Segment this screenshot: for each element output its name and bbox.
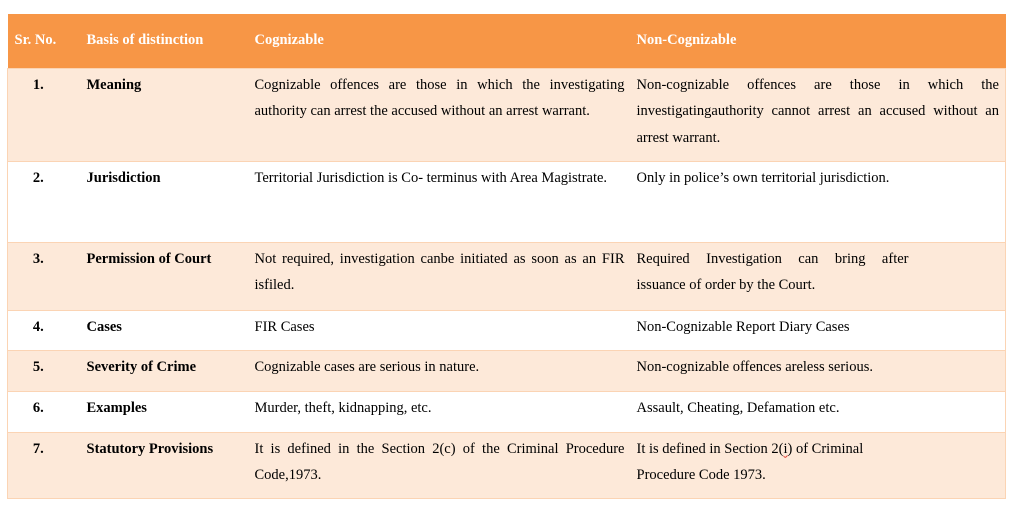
row-cognizable: Not required, investigation canbe initiated as soon as an FIR isfiled.	[249, 242, 631, 310]
table-row	[8, 161, 1006, 242]
statute-text-post: ) of Criminal	[787, 440, 864, 457]
header-basis: Basis of distinction	[86, 32, 204, 49]
row-non-cognizable	[631, 432, 1006, 498]
comparison-table	[7, 14, 1006, 499]
row-sr-no: 7.	[8, 432, 81, 498]
row-basis: Cases	[81, 310, 249, 350]
header-cognizable: Cognizable	[254, 32, 324, 49]
table-row	[8, 432, 1006, 498]
header-row	[8, 14, 1006, 68]
row-cognizable: Territorial Jurisdiction is Co- terminus with Area Magistrate.	[249, 161, 631, 242]
row-basis: Statutory Provisions	[81, 432, 249, 498]
row-basis: Permission of Court	[81, 242, 249, 310]
row-non-cognizable: Assault, Cheating, Defamation etc.	[631, 391, 1006, 432]
row-non-cognizable-line1	[637, 436, 1000, 463]
row-basis: Severity of Crime	[81, 350, 249, 391]
row-basis: Examples	[81, 391, 249, 432]
row-cognizable: Cognizable cases are serious in nature.	[249, 350, 631, 391]
table-row	[8, 350, 1006, 391]
comparison-table-container	[7, 14, 1005, 499]
table-row	[8, 391, 1006, 432]
spellcheck-marked-text: i	[783, 440, 788, 457]
header-non-cognizable: Non-Cognizable	[636, 32, 737, 49]
row-non-cognizable-line2: Procedure Code 1973.	[636, 467, 766, 483]
row-non-cognizable: Non-cognizable offences are those in which the investigatingauthority cannot arrest an accused without an arrest warrant.	[631, 68, 1006, 161]
row-cognizable: FIR Cases	[249, 310, 631, 350]
row-cognizable: Cognizable offences are those in which the investigating authority can arrest the accused without an arrest warrant.	[249, 68, 631, 161]
row-cognizable: It is defined in the Section 2(c) of the Criminal Procedure Code,1973.	[249, 432, 631, 498]
row-sr-no: 6.	[8, 391, 81, 432]
table-row	[8, 242, 1006, 310]
row-cognizable: Murder, theft, kidnapping, etc.	[249, 391, 631, 432]
row-sr-no: 1.	[8, 68, 81, 161]
row-basis: Jurisdiction	[81, 161, 249, 242]
table-header	[8, 14, 1006, 68]
row-non-cognizable: Non-Cognizable Report Diary Cases	[631, 310, 1006, 350]
row-sr-no: 5.	[8, 350, 81, 391]
row-non-cognizable	[631, 242, 1006, 310]
row-non-cognizable: Non-cognizable offences areless serious.	[631, 350, 1006, 391]
row-sr-no: 3.	[8, 242, 81, 310]
row-sr-no: 2.	[8, 161, 81, 242]
row-non-cognizable-line2: issuance of order by the Court.	[636, 277, 816, 293]
row-sr-no: 4.	[8, 310, 81, 350]
table-body	[8, 68, 1006, 498]
row-non-cognizable-line1: Required Investigation can bring after	[636, 250, 909, 267]
row-non-cognizable: Only in police’s own territorial jurisdiction.	[631, 161, 1006, 242]
table-row	[8, 310, 1006, 350]
statute-text-pre: It is defined in Section 2(	[636, 440, 784, 457]
row-basis: Meaning	[81, 68, 249, 161]
header-sr-no: Sr. No.	[14, 32, 57, 49]
table-row	[8, 68, 1006, 161]
